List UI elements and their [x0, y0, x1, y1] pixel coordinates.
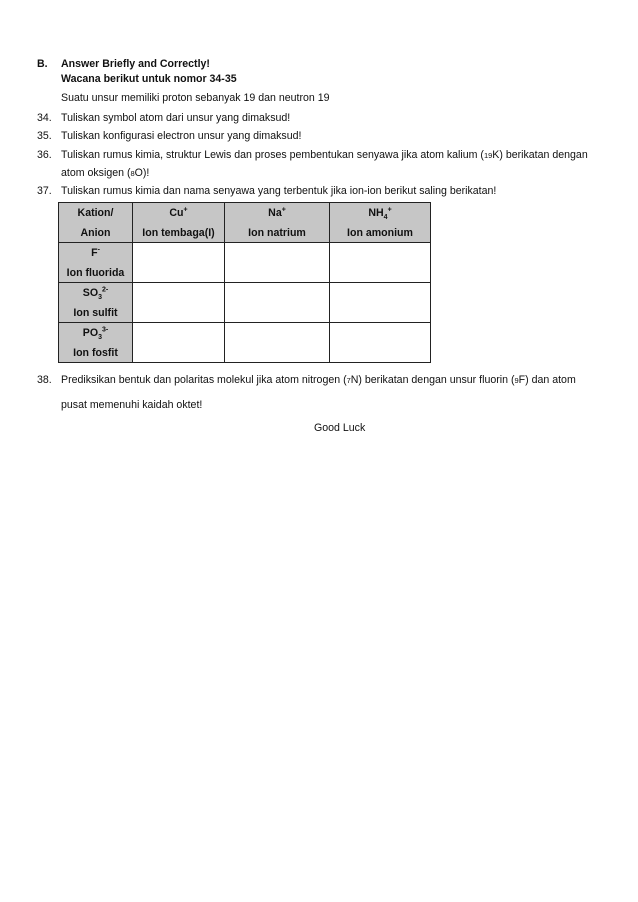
answer-cell	[133, 323, 225, 363]
question-number: 37.	[37, 185, 52, 197]
table-header-row	[59, 203, 431, 243]
question-text: Tuliskan rumus kimia, struktur Lewis dan proses pembentukan senyawa jika atom kalium (19K) berikatan dengan	[61, 149, 588, 161]
question-number: 34.	[37, 112, 52, 124]
question-text: Tuliskan konfigurasi electron unsur yang dimaksud!	[61, 130, 302, 142]
table-row	[59, 283, 431, 323]
answer-cell	[330, 323, 431, 363]
cation-na: Na+ Ion natrium	[225, 203, 330, 243]
intro-text: Suatu unsur memiliki proton sebanyak 19 dan neutron 19	[61, 92, 330, 104]
question-number: 35.	[37, 130, 52, 142]
answer-cell	[225, 323, 330, 363]
corner-cell: Kation/ Anion	[59, 203, 133, 243]
question-text: Tuliskan symbol atom dari unsur yang dimaksud!	[61, 112, 291, 124]
cation-cu: Cu+ Ion tembaga(I)	[133, 203, 225, 243]
question-36-cont: atom oksigen (8O)!	[61, 167, 150, 179]
cation-nh4: $NH_4^+$ Ion amonium	[330, 203, 431, 243]
section-title: Answer Briefly and Correctly!	[61, 58, 210, 70]
ion-table	[58, 202, 431, 363]
question-text: Prediksikan bentuk dan polaritas molekul jika atom nitrogen (7N) berikatan dengan unsur fluorin (9F) dan atom	[61, 374, 576, 386]
anion-so3: $SO_3^{2-}$ Ion sulfit	[59, 283, 133, 323]
question-number: 38.	[37, 374, 52, 386]
answer-cell	[330, 243, 431, 283]
section-letter: B.	[37, 58, 48, 70]
question-text: Tuliskan rumus kimia dan nama senyawa yang terbentuk jika ion-ion berikut saling berikatan!	[61, 185, 497, 197]
closing-text: Good Luck	[314, 422, 366, 434]
question-38-cont: pusat memenuhi kaidah oktet!	[61, 399, 203, 411]
answer-cell	[133, 243, 225, 283]
wacana-heading: Wacana berikut untuk nomor 34-35	[61, 73, 237, 85]
anion-po3: $PO_3^{3-}$ Ion fosfit	[59, 323, 133, 363]
answer-cell	[225, 243, 330, 283]
table-row	[59, 243, 431, 283]
answer-cell	[133, 283, 225, 323]
table-row	[59, 323, 431, 363]
answer-cell	[225, 283, 330, 323]
answer-cell	[330, 283, 431, 323]
question-number: 36.	[37, 149, 52, 161]
anion-f: F- Ion fluorida	[59, 243, 133, 283]
